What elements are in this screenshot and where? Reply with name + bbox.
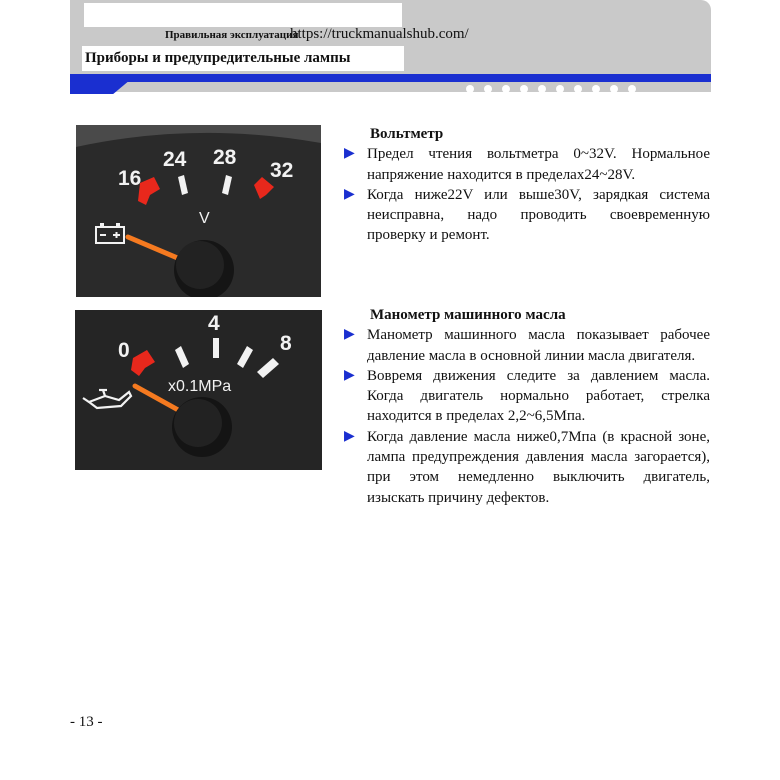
gauge-tick-label: 8	[280, 332, 292, 355]
dot	[610, 85, 618, 93]
page-number: - 13 -	[70, 714, 103, 730]
bullet-text: Манометр машинного масла показывает рабочее давление масла в основной линии масла двигателя.	[367, 327, 710, 364]
bullet-item	[343, 325, 710, 366]
source-url: https://truckmanualshub.com/	[290, 26, 469, 42]
bullet-arrow-icon: ▶	[344, 428, 355, 444]
bullet-text: Когда давление масла ниже0,7Мпа (в красной зоне, лампа предупреждения давления масла загорается), при этом немедленно выключить двигатель, изыскать причину дефектов.	[367, 428, 710, 506]
bullet-arrow-icon: ▶	[344, 146, 355, 162]
gauge-tick-label: 4	[208, 312, 220, 335]
dot	[484, 85, 492, 93]
header-accent-bar	[70, 74, 711, 82]
oil-pressure-gauge-image	[75, 310, 322, 470]
dot	[502, 85, 510, 93]
gauge-tick-label: 32	[270, 159, 294, 182]
dot	[538, 85, 546, 93]
oil-pressure-section	[343, 305, 710, 508]
bullet-item	[343, 427, 710, 508]
gauge-unit-label: x0.1MPa	[168, 378, 232, 395]
bullet-item	[343, 366, 710, 427]
bullet-text: Предел чтения вольтметра 0~32V. Нормальное напряжение находится в пределах24~28V.	[367, 146, 710, 183]
bullet-item	[343, 144, 710, 185]
section-heading: Манометр машинного масла	[370, 307, 566, 323]
bullet-arrow-icon: ▶	[344, 367, 355, 383]
gauge-unit-label: V	[199, 210, 210, 227]
section-title: Приборы и предупредительные лампы	[82, 46, 404, 71]
dot	[628, 85, 636, 93]
voltmeter-gauge-image	[76, 125, 321, 297]
gauge-tick-label: 24	[163, 148, 187, 171]
bullet-text: Когда ниже22V или выше30V, зарядкая система неисправна, надо проводить своевременную проверку и ремонт.	[367, 186, 710, 244]
header-dots	[466, 85, 636, 93]
dot	[574, 85, 582, 93]
dot	[520, 85, 528, 93]
dot	[556, 85, 564, 93]
voltmeter-section	[343, 124, 710, 246]
bullet-text: Вовремя движения следите за давлением масла. Когда двигатель нормально работает, стрелка находится в пределах 2,2~6,5Мпа.	[367, 367, 710, 425]
dot	[466, 85, 474, 93]
header-subtitle: Правильная эксплуатация	[165, 29, 299, 41]
gauge-tick-label: 28	[213, 146, 237, 169]
bullet-arrow-icon: ▶	[344, 327, 355, 343]
gauge-tick-label: 16	[118, 167, 142, 190]
header-title-box	[84, 3, 402, 27]
gauge-tick-label: 0	[118, 339, 130, 362]
dot	[592, 85, 600, 93]
bullet-item	[343, 185, 710, 246]
bullet-arrow-icon: ▶	[344, 186, 355, 202]
section-heading: Вольтметр	[370, 126, 444, 142]
